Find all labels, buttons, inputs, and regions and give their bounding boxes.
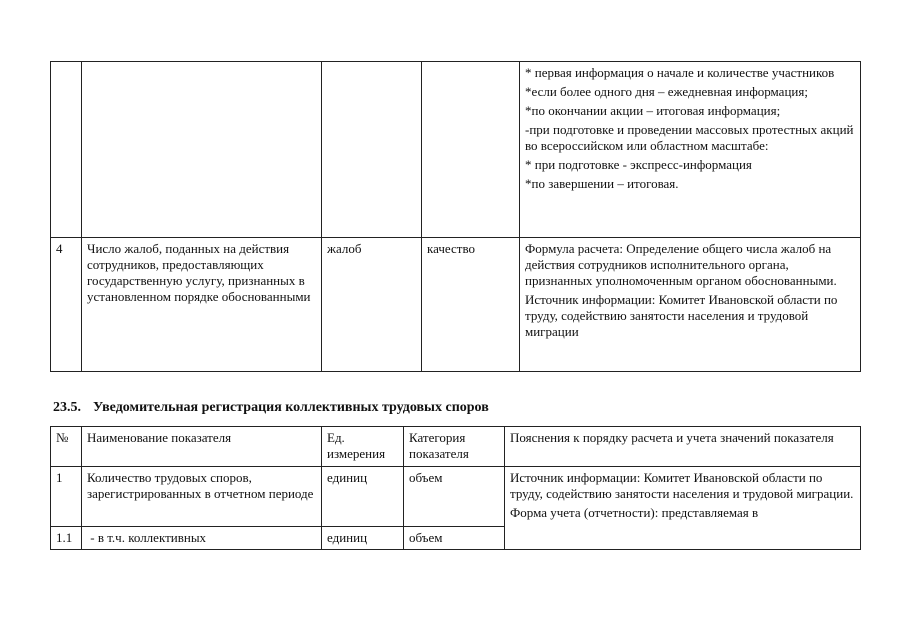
explanation-line: Источник информации: Комитет Ивановской области по труду, содействию занятости населения и трудовой миграции <box>525 292 838 339</box>
explanation-line: Источник информации: Комитет Ивановской области по труду, содействию занятости населения и трудовой миграции. <box>510 470 854 501</box>
cell-unit: единиц <box>322 467 404 527</box>
section-title: Уведомительная регистрация коллективных трудовых споров <box>93 400 489 415</box>
note-line: * при подготовке - экспресс-информация <box>525 157 752 172</box>
cell-unit: жалоб <box>322 238 422 372</box>
cell-num: 1 <box>51 467 82 527</box>
indicators-table-top <box>50 61 861 372</box>
note-line: -при подготовке и проведении массовых протестных акций во всероссийском или областном масштабе: <box>525 122 854 153</box>
indicators-table-bottom <box>50 426 861 550</box>
explanation-line: Форма учета (отчетности): представляемая в <box>510 505 759 520</box>
section-number: 23.5. <box>53 400 81 415</box>
cell-name: Число жалоб, поданных на действия сотрудников, предоставляющих государственную услугу, признанных в установленном порядке обоснованными <box>82 238 322 372</box>
explanation-line: Формула расчета: Определение общего числа жалоб на действия сотрудников исполнительного органа, признанных уполномоченным органом обоснованными. <box>525 241 837 288</box>
cell-name: - в т.ч. коллективных <box>82 527 322 550</box>
note-line: *по окончании акции – итоговая информация; <box>525 103 781 118</box>
cell-unit <box>322 62 422 238</box>
header-category: Категория показателя <box>404 427 505 467</box>
cell-explanation <box>520 62 861 238</box>
cell-name <box>82 62 322 238</box>
table-row <box>51 238 861 372</box>
header-unit: Ед. измерения <box>322 427 404 467</box>
cell-category: объем <box>404 527 505 550</box>
cell-explanation <box>505 467 861 550</box>
cell-name: Количество трудовых споров, зарегистрированных в отчетном периоде <box>82 467 322 527</box>
table-row <box>51 467 861 527</box>
header-name: Наименование показателя <box>82 427 322 467</box>
note-line: *по завершении – итоговая. <box>525 176 679 191</box>
cell-explanation <box>520 238 861 372</box>
cell-num <box>51 62 82 238</box>
note-line: *если более одного дня – ежедневная информация; <box>525 84 808 99</box>
header-explanation: Пояснения к порядку расчета и учета значений показателя <box>505 427 861 467</box>
cell-category <box>422 62 520 238</box>
header-num: № <box>51 427 82 467</box>
table-header-row <box>51 427 861 467</box>
cell-unit: единиц <box>322 527 404 550</box>
cell-category: объем <box>404 467 505 527</box>
table-row <box>51 62 861 238</box>
cell-category: качество <box>422 238 520 372</box>
section-heading <box>53 400 489 416</box>
note-line: * первая информация о начале и количестве участников <box>525 65 835 80</box>
cell-num: 4 <box>51 238 82 372</box>
cell-num: 1.1 <box>51 527 82 550</box>
